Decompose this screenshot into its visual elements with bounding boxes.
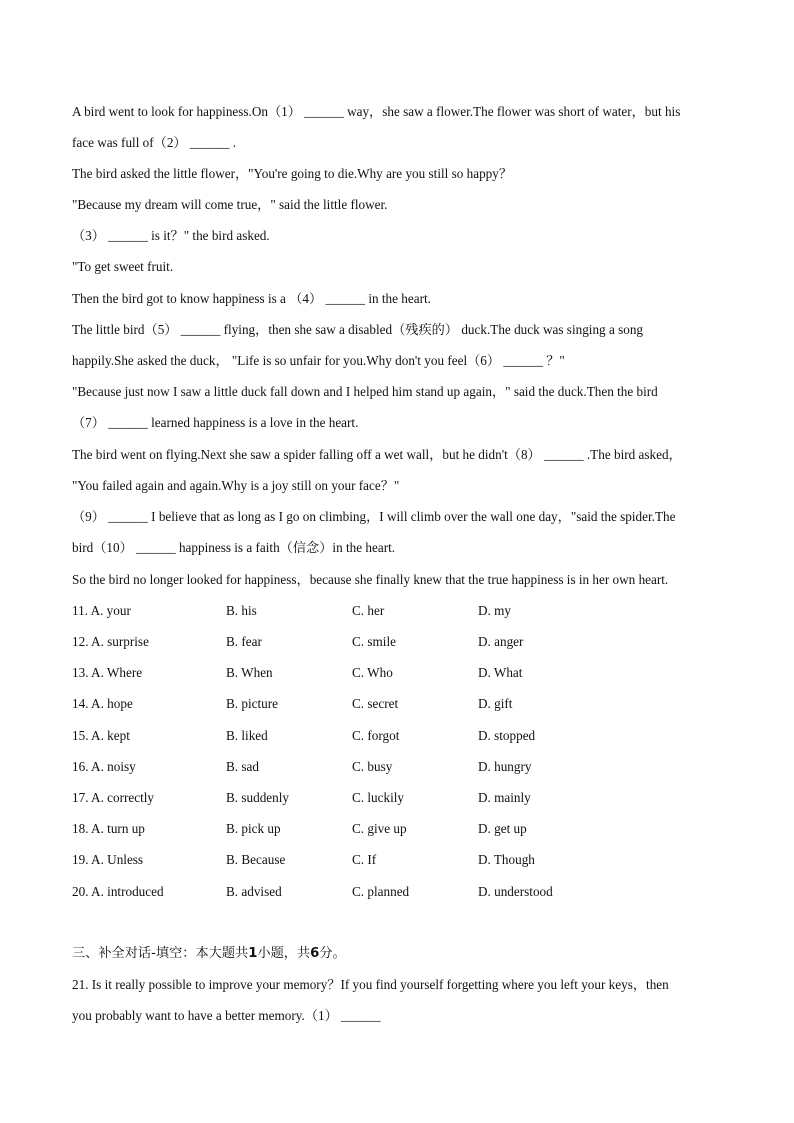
option-d: D. stopped — [478, 728, 536, 743]
option-b: B. his — [226, 603, 257, 618]
passage-line: face was full of（2） ______ . — [72, 135, 237, 150]
option-d: D. anger — [478, 634, 524, 649]
passage-line: "To get sweet fruit. — [72, 259, 174, 274]
option-a: 18. A. turn up — [72, 821, 145, 836]
passage-line: （9） ______ I believe that as long as I go on climbing，I will climb over the wall one day，"said the spider.The — [72, 509, 676, 524]
passage-line: A bird went to look for happiness.On（1） ______ way，she saw a flower.The flower was short of water，but his — [72, 104, 681, 119]
option-a: 12. A. surprise — [72, 634, 149, 649]
question-21-text: 21. Is it really possible to improve your memory？If you find yourself forgetting where you left your keys，then — [72, 977, 669, 992]
question-options-11 — [72, 602, 772, 620]
option-c: C. If — [352, 852, 377, 867]
passage-line: The little bird（5） ______ flying，then she saw a disabled（残疾的） duck.The duck was singing a song — [72, 322, 644, 337]
option-d: D. hungry — [478, 759, 532, 774]
option-d: D. Though — [478, 852, 535, 867]
option-b: B. sad — [226, 759, 259, 774]
option-a: 15. A. kept — [72, 728, 130, 743]
option-b: B. advised — [226, 884, 282, 899]
question-options-18 — [72, 820, 772, 838]
question-options-15 — [72, 727, 772, 745]
option-a: 13. A. Where — [72, 665, 143, 680]
passage-line: bird（10） ______ happiness is a faith（信念）in the heart. — [72, 540, 396, 555]
question-options-14 — [72, 695, 772, 713]
option-c: C. busy — [352, 759, 393, 774]
option-c: C. luckily — [352, 790, 405, 805]
passage-line: （7） ______ learned happiness is a love in the heart. — [72, 415, 359, 430]
option-b: B. liked — [226, 728, 268, 743]
passage-line: "Because my dream will come true，" said the little flower. — [72, 197, 388, 212]
option-d: D. get up — [478, 821, 527, 836]
option-c: C. forgot — [352, 728, 400, 743]
passage-line: "Because just now I saw a little duck fall down and I helped him stand up again，" said the duck.Then the bird — [72, 384, 658, 399]
option-a: 17. A. correctly — [72, 790, 155, 805]
section-heading — [72, 945, 346, 963]
option-b: B. picture — [226, 696, 279, 711]
option-a: 16. A. noisy — [72, 759, 136, 774]
option-b: B. suddenly — [226, 790, 290, 805]
question-options-19 — [72, 851, 772, 869]
question-options-16 — [72, 758, 772, 776]
option-c: C. planned — [352, 884, 410, 899]
option-d: D. my — [478, 603, 511, 618]
passage-line: The bird went on flying.Next she saw a spider falling off a wet wall，but he didn't（8） ______ .The bird asked， — [72, 447, 682, 462]
option-c: C. Who — [352, 665, 393, 680]
question-options-12 — [72, 633, 772, 651]
option-c: C. secret — [352, 696, 399, 711]
option-a: 19. A. Unless — [72, 852, 144, 867]
option-a: 14. A. hope — [72, 696, 133, 711]
passage-line: （3） ______ is it？" the bird asked. — [72, 228, 270, 243]
option-c: C. her — [352, 603, 385, 618]
option-b: B. fear — [226, 634, 262, 649]
option-d: D. What — [478, 665, 523, 680]
option-a: 11. A. your — [72, 603, 131, 618]
passage-line: happily.She asked the duck， "Life is so unfair for you.Why don't you feel（6） ______ ？" — [72, 353, 565, 368]
option-b: B. Because — [226, 852, 286, 867]
option-d: D. understood — [478, 884, 553, 899]
option-a: 20. A. introduced — [72, 884, 164, 899]
section-heading-mid: 小题，共 — [257, 946, 311, 961]
section-question-count: 1 — [248, 946, 258, 961]
question-options-20 — [72, 883, 772, 901]
section-score: 6 — [310, 946, 320, 961]
question-options-13 — [72, 664, 772, 682]
option-c: C. smile — [352, 634, 396, 649]
option-d: D. gift — [478, 696, 513, 711]
option-b: B. pick up — [226, 821, 281, 836]
passage-line: "You failed again and again.Why is a joy still on your face？" — [72, 478, 400, 493]
question-21-text: you probably want to have a better memory.（1） ______ — [72, 1008, 381, 1023]
passage-line: The bird asked the little flower，"You're going to die.Why are you still so happy？ — [72, 166, 513, 181]
option-c: C. give up — [352, 821, 407, 836]
section-heading-prefix: 三、补全对话-填空：本大题共 — [72, 946, 249, 961]
passage-line: So the bird no longer looked for happiness，because she finally knew that the true happiness is in her own heart. — [72, 572, 669, 587]
passage-line: Then the bird got to know happiness is a （4） ______ in the heart. — [72, 291, 431, 306]
option-d: D. mainly — [478, 790, 531, 805]
option-b: B. When — [226, 665, 273, 680]
section-heading-suffix: 分。 — [319, 946, 346, 961]
question-options-17 — [72, 789, 772, 807]
